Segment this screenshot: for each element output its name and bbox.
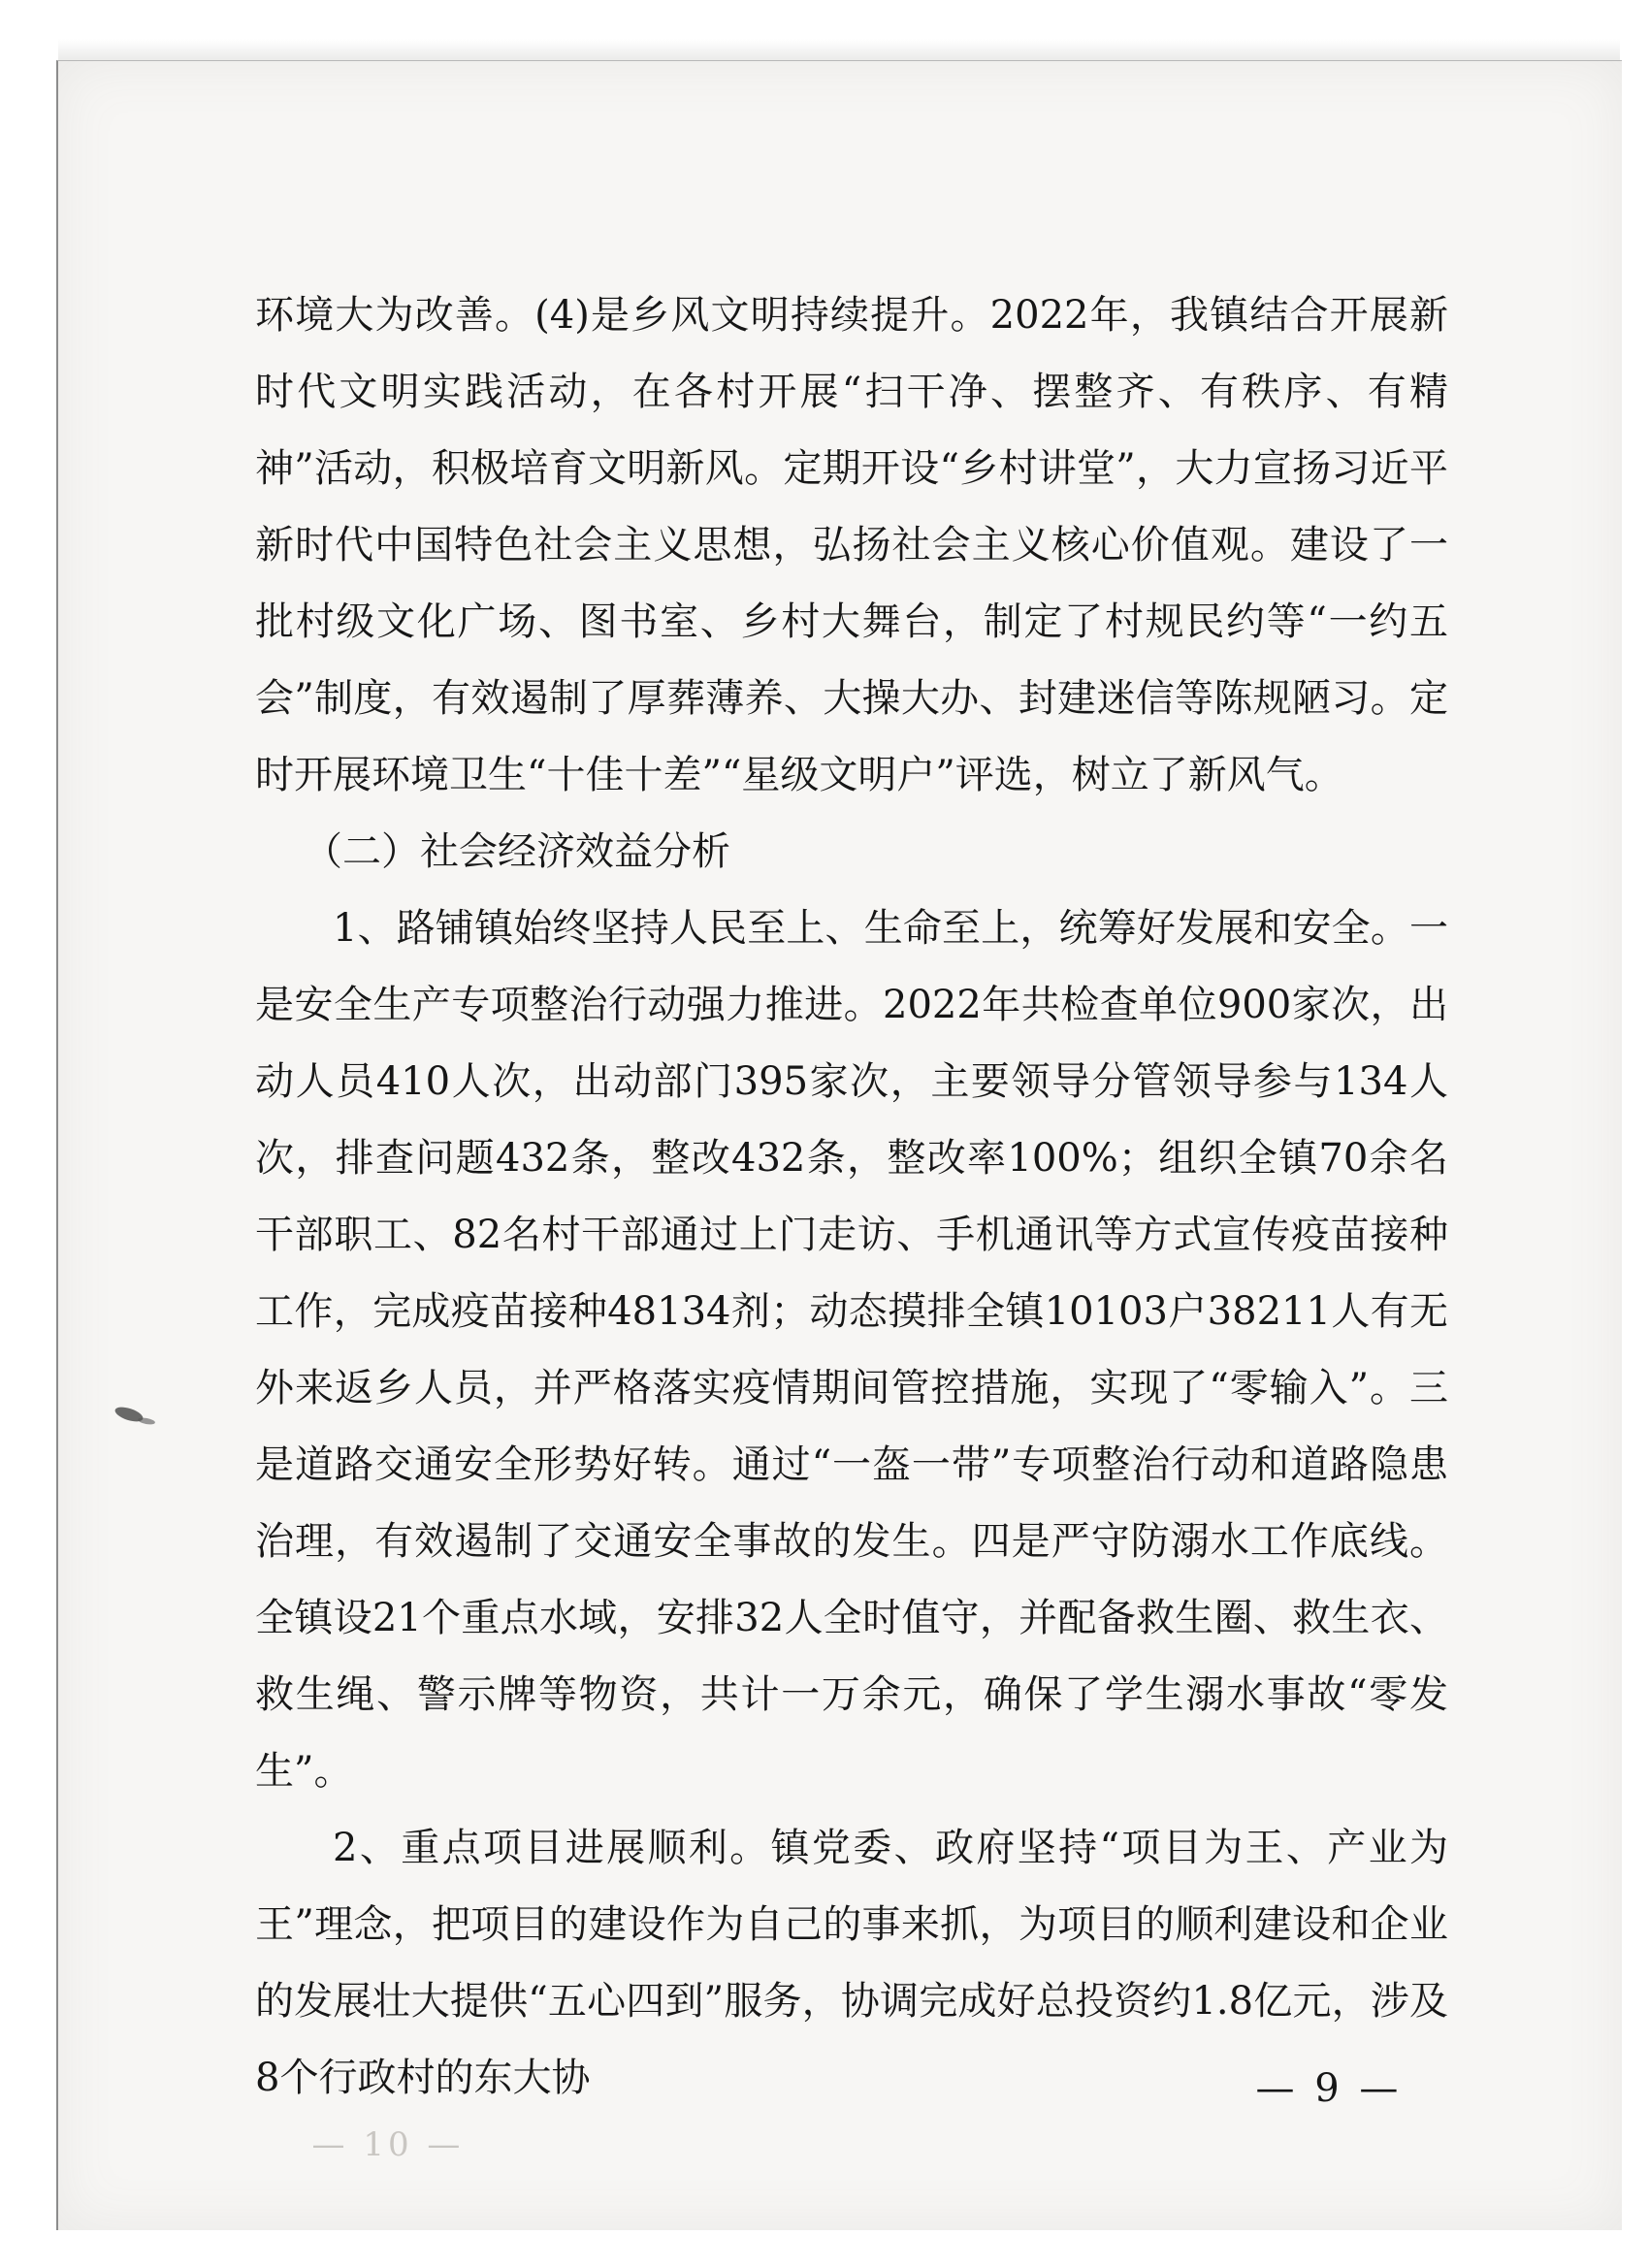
body-paragraph: 1、路铺镇始终坚持人民至上、生命至上，统筹好发展和安全。一是安全生产专项整治行动强力推进。2022年共检查单位900家次，出动人员410人次，出动部门395家次，主要领导分管领导参与134人次，排查问题432条，整改432条，整改率100%；组织全镇70余名干部职工、82名村干部通过上门走访、手机通讯等方式宣传疫苗接种工作，完成疫苗接种48134剂；动态摸排全镇10103户38211人有无外来返乡人员，并严格落实疫情期间管控措施，实现了“零输入”。三是道路交通安全形势好转。通过“一盔一带”专项整治行动和道路隐患治理，有效遏制了交通安全事故的发生。四是严守防溺水工作底线。全镇设21个重点水域，安排32人全时值守，并配备救生圈、救生衣、救生绳、警示牌等物资，共计一万余元，确保了学生溺水事故“零发生”。 bbox=[255, 906, 1448, 1794]
section-heading: （二）社会经济效益分析 bbox=[304, 829, 730, 874]
body-paragraph: 2、重点项目进展顺利。镇党委、政府坚持“项目为王、产业为王”理念，把项目的建设作为自己的事来抓，为项目的顺利建设和企业的发展壮大提供“五心四到”服务，协调完成好总投资约1.8亿元，涉及8个行政村的东大协 bbox=[255, 1826, 1448, 2100]
page-number: — 9 — bbox=[1255, 2066, 1403, 2111]
document-body bbox=[255, 277, 1448, 2117]
body-paragraph: 环境大为改善。(4)是乡风文明持续提升。2022年，我镇结合开展新时代文明实践活动，在各村开展“扫干净、摆整齐、有秩序、有精神”活动，积极培育文明新风。定期开设“乡村讲堂”，大力宣扬习近平新时代中国特色社会主义思想，弘扬社会主义核心价值观。建设了一批村级文化广场、图书室、乡村大舞台，制定了村规民约等“一约五会”制度，有效遏制了厚葬薄养、大操大办、封建迷信等陈规陋习。定时开展环境卫生“十佳十差”“星级文明户”评选，树立了新风气。 bbox=[255, 293, 1448, 797]
paper-top-edge bbox=[58, 39, 1620, 60]
bleed-through-page-number: — 10 — bbox=[311, 2125, 465, 2164]
